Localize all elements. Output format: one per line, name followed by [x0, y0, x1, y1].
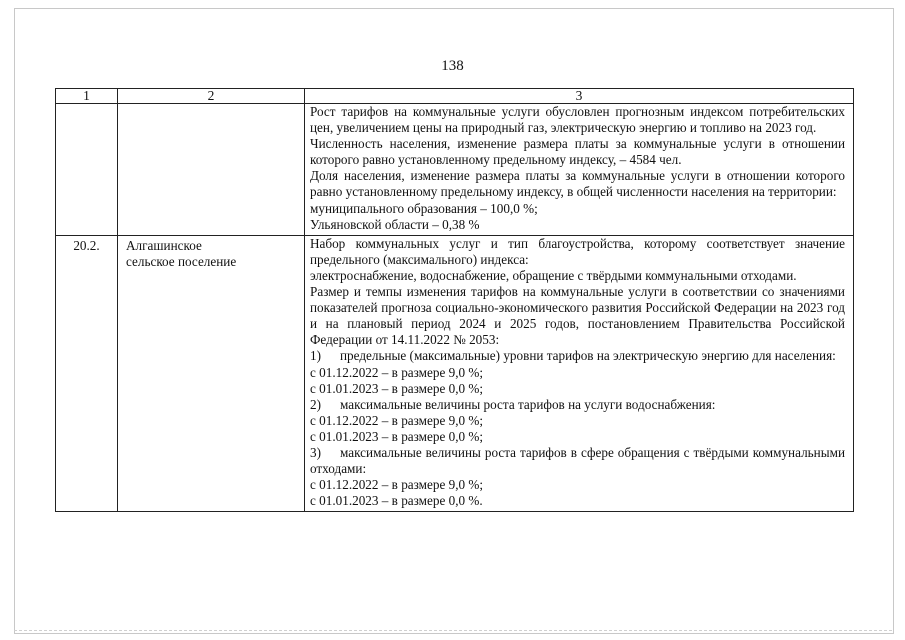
paragraph: электроснабжение, водоснабжение, обращение с твёрдыми коммунальными отходами.: [310, 267, 797, 283]
paragraph: Доля населения, изменение размера платы за коммунальные услуги в отношении которого равно установленному предельному индексу, в общей численности населения на территории:: [310, 168, 845, 200]
list-item-text: предельные (максимальные) уровни тарифов на электрическую энергию для населения:: [340, 348, 836, 364]
row-number-cell: 20.2.: [56, 235, 118, 512]
row-content-cell: [305, 104, 854, 236]
column-header: 1: [56, 89, 118, 104]
list-item-text: максимальные величины роста тарифов на услуги водоснабжения:: [340, 396, 716, 412]
settlement-name-line: сельское поселение: [126, 253, 237, 269]
list-item-number: 3): [310, 444, 321, 460]
paragraph: Рост тарифов на коммунальные услуги обусловлен прогнозным индексом потребительских цен, увеличением цены на природный газ, электрическую энергию и топливо на 2023 год.: [310, 104, 845, 136]
paragraph: Набор коммунальных услуг и тип благоустройства, которому соответствует значение предельного (максимального) индекса:: [310, 235, 845, 267]
paragraph: Размер и темпы изменения тарифов на коммунальные услуги в соответствии со значениями показателей прогноза социально-экономического развития Российской Федерации на 2023 год и на плановый период 2024 и 2025 годов, постановлением Правительства Российской Федерации от 14.11.2022 № 2053:: [310, 284, 845, 348]
table-row: [56, 104, 854, 236]
list-item-text: максимальные величины роста тарифов в сфере обращения с твёрдыми коммунальными отходами:: [310, 444, 845, 477]
scan-edge: [14, 630, 892, 635]
row-content-cell: [305, 235, 854, 512]
document-table: [55, 88, 854, 512]
date-line: с 01.12.2022 – в размере 9,0 %;: [310, 477, 484, 493]
list-item-number: 1): [310, 348, 321, 364]
date-line: с 01.01.2023 – в размере 0,0 %.: [310, 493, 483, 509]
row-name-cell: [118, 104, 305, 236]
row-name-cell: [118, 235, 305, 512]
row-number-cell: [56, 104, 118, 236]
list-item-title: [310, 445, 845, 477]
settlement-name-line: Алгашинское: [126, 237, 202, 253]
paragraph: муниципального образования – 100,0 %;: [310, 200, 538, 216]
date-line: с 01.01.2023 – в размере 0,0 %;: [310, 380, 484, 396]
paragraph: Численность населения, изменение размера платы за коммунальные услуги в отношении которого равно установленному предельному индексу, – 4584 чел.: [310, 136, 845, 168]
list-item-title: [310, 348, 845, 364]
table-row: [56, 235, 854, 512]
column-header: 2: [118, 89, 305, 104]
date-line: с 01.12.2022 – в размере 9,0 %;: [310, 364, 484, 380]
list-item-number: 2): [310, 396, 321, 412]
table-header-row: [56, 89, 854, 104]
date-line: с 01.12.2022 – в размере 9,0 %;: [310, 412, 484, 428]
page-number: 138: [441, 58, 464, 74]
paragraph: Ульяновской области – 0,38 %: [310, 216, 480, 232]
list-item-title: [310, 397, 845, 413]
column-header: 3: [305, 89, 854, 104]
date-line: с 01.01.2023 – в размере 0,0 %;: [310, 428, 484, 444]
